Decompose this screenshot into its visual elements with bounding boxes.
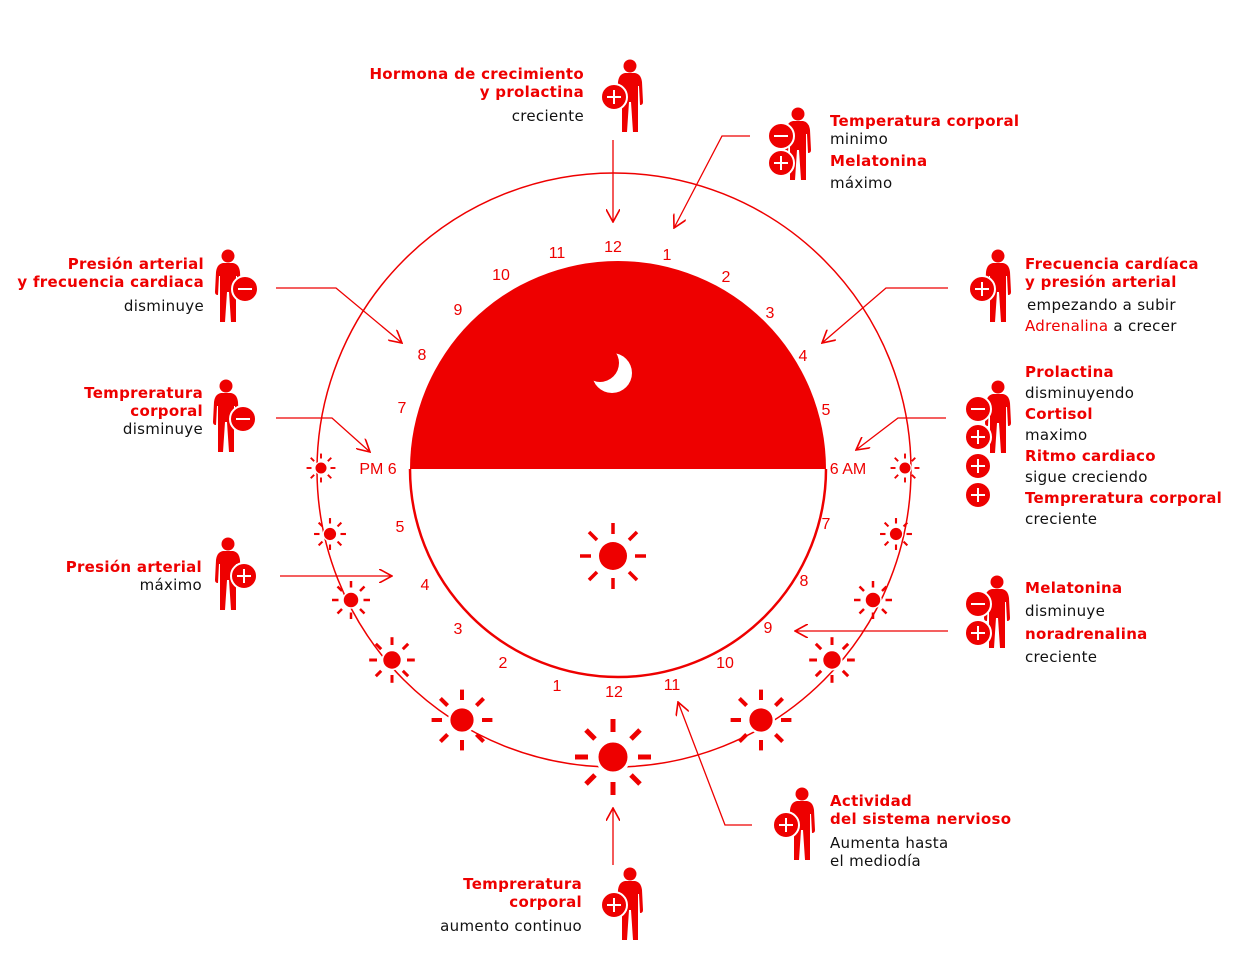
hour-night-2: 2 <box>721 269 731 286</box>
sun-icon <box>332 581 370 619</box>
plus-icon <box>969 276 995 302</box>
hour-day-12: 12 <box>605 684 623 701</box>
minus-icon <box>230 406 256 432</box>
hour-day-11: 11 <box>663 677 681 694</box>
hour-day-4: 4 <box>420 577 430 594</box>
annotation-right-2: Prolactina disminuyendo Cortisol maximo Ritmo cardiaco sigue creciendo Tempreratura corporal creciente <box>1025 363 1223 528</box>
plus-icon <box>965 424 991 450</box>
arrow-right-1 <box>822 288 948 343</box>
sun-icon <box>432 690 493 751</box>
hour-night-1: 1 <box>662 247 672 264</box>
figure-left-1 <box>215 250 258 323</box>
sun-icon <box>891 454 920 483</box>
hour-night-4: 4 <box>798 348 808 365</box>
plus-icon <box>773 812 799 838</box>
hour-day-2: 2 <box>498 655 508 672</box>
sun-icon <box>809 637 855 683</box>
adrenalina-highlight: Adrenalina <box>1025 317 1109 335</box>
sun-icon <box>314 518 346 550</box>
annotation-left-1: Presión arterial y frecuencia cardiaca disminuye <box>17 255 204 315</box>
sun-icon <box>880 518 912 550</box>
figure-right-1 <box>969 250 1011 323</box>
figure-top <box>601 60 643 133</box>
figure-top-right <box>768 108 811 181</box>
plus-icon <box>231 563 257 589</box>
minus-icon <box>768 123 794 149</box>
sun-icon <box>580 523 646 589</box>
annotation-bottom: Tempreratura corporal aumento continuo <box>440 875 582 935</box>
plus-icon <box>768 150 794 176</box>
arrow-right-2 <box>856 418 946 450</box>
sun-icon <box>307 454 336 483</box>
day-half <box>410 469 826 677</box>
figure-right-2 <box>965 381 1011 509</box>
annotation-bottom-right: Actividad del sistema nervioso Aumenta hasta el mediodía <box>830 792 1012 870</box>
hour-day-8: 8 <box>799 573 809 590</box>
hour-day-10: 10 <box>716 655 734 672</box>
figure-bottom <box>601 868 643 941</box>
hour-night-9: 9 <box>453 302 463 319</box>
annotation-left-3: Presión arterial máximo <box>65 558 202 594</box>
arrow-left-1 <box>276 288 402 343</box>
hour-night-5: 5 <box>821 402 831 419</box>
hour-day-5: 5 <box>395 519 405 536</box>
figure-left-3 <box>215 538 257 611</box>
sun-icon <box>854 581 892 619</box>
ring-suns <box>307 454 336 483</box>
plus-icon <box>965 620 991 646</box>
ring-suns-left <box>314 518 492 750</box>
arrow-left-2 <box>276 418 370 452</box>
am6-label: 6 AM <box>829 461 867 478</box>
plus-icon <box>601 892 627 918</box>
plus-icon <box>965 482 991 508</box>
plus-icon <box>965 453 991 479</box>
hour-night-8: 8 <box>417 347 427 364</box>
annotation-top: Hormona de crecimiento y prolactina creciente <box>369 65 584 125</box>
minus-icon <box>232 276 258 302</box>
sun-icon <box>369 637 415 683</box>
figure-right-3 <box>965 576 1010 649</box>
annotation-right-1: Frecuencia cardíaca y presión arterial empezando a subir Adrenalina a crecer <box>1025 255 1199 335</box>
hour-day-3: 3 <box>453 621 463 638</box>
hour-day-7: 7 <box>821 516 831 533</box>
annotation-right-3: Melatonina disminuye noradrenalina creciente <box>1025 579 1148 666</box>
noon-sun-icon <box>575 719 651 795</box>
minus-icon <box>965 591 991 617</box>
figure-left-2 <box>213 380 256 453</box>
hour-day-1: 1 <box>552 678 562 695</box>
hour-night-11: 11 <box>548 245 566 262</box>
hour-night-7: 7 <box>397 400 407 417</box>
annotation-top-right: Temperatura corporal minimo Melatonina máximo <box>830 112 1020 192</box>
minus-icon <box>965 396 991 422</box>
hour-night-12: 12 <box>604 239 622 256</box>
hour-day-9: 9 <box>763 620 773 637</box>
plus-icon <box>601 84 627 110</box>
hour-night-10: 10 <box>492 267 510 284</box>
annotation-left-2: Tempreratura corporal disminuye <box>84 384 203 438</box>
figure-bottom-right <box>773 788 815 861</box>
sun-icon <box>731 690 792 751</box>
pm6-label: PM 6 <box>359 461 397 478</box>
hour-night-3: 3 <box>765 305 775 322</box>
